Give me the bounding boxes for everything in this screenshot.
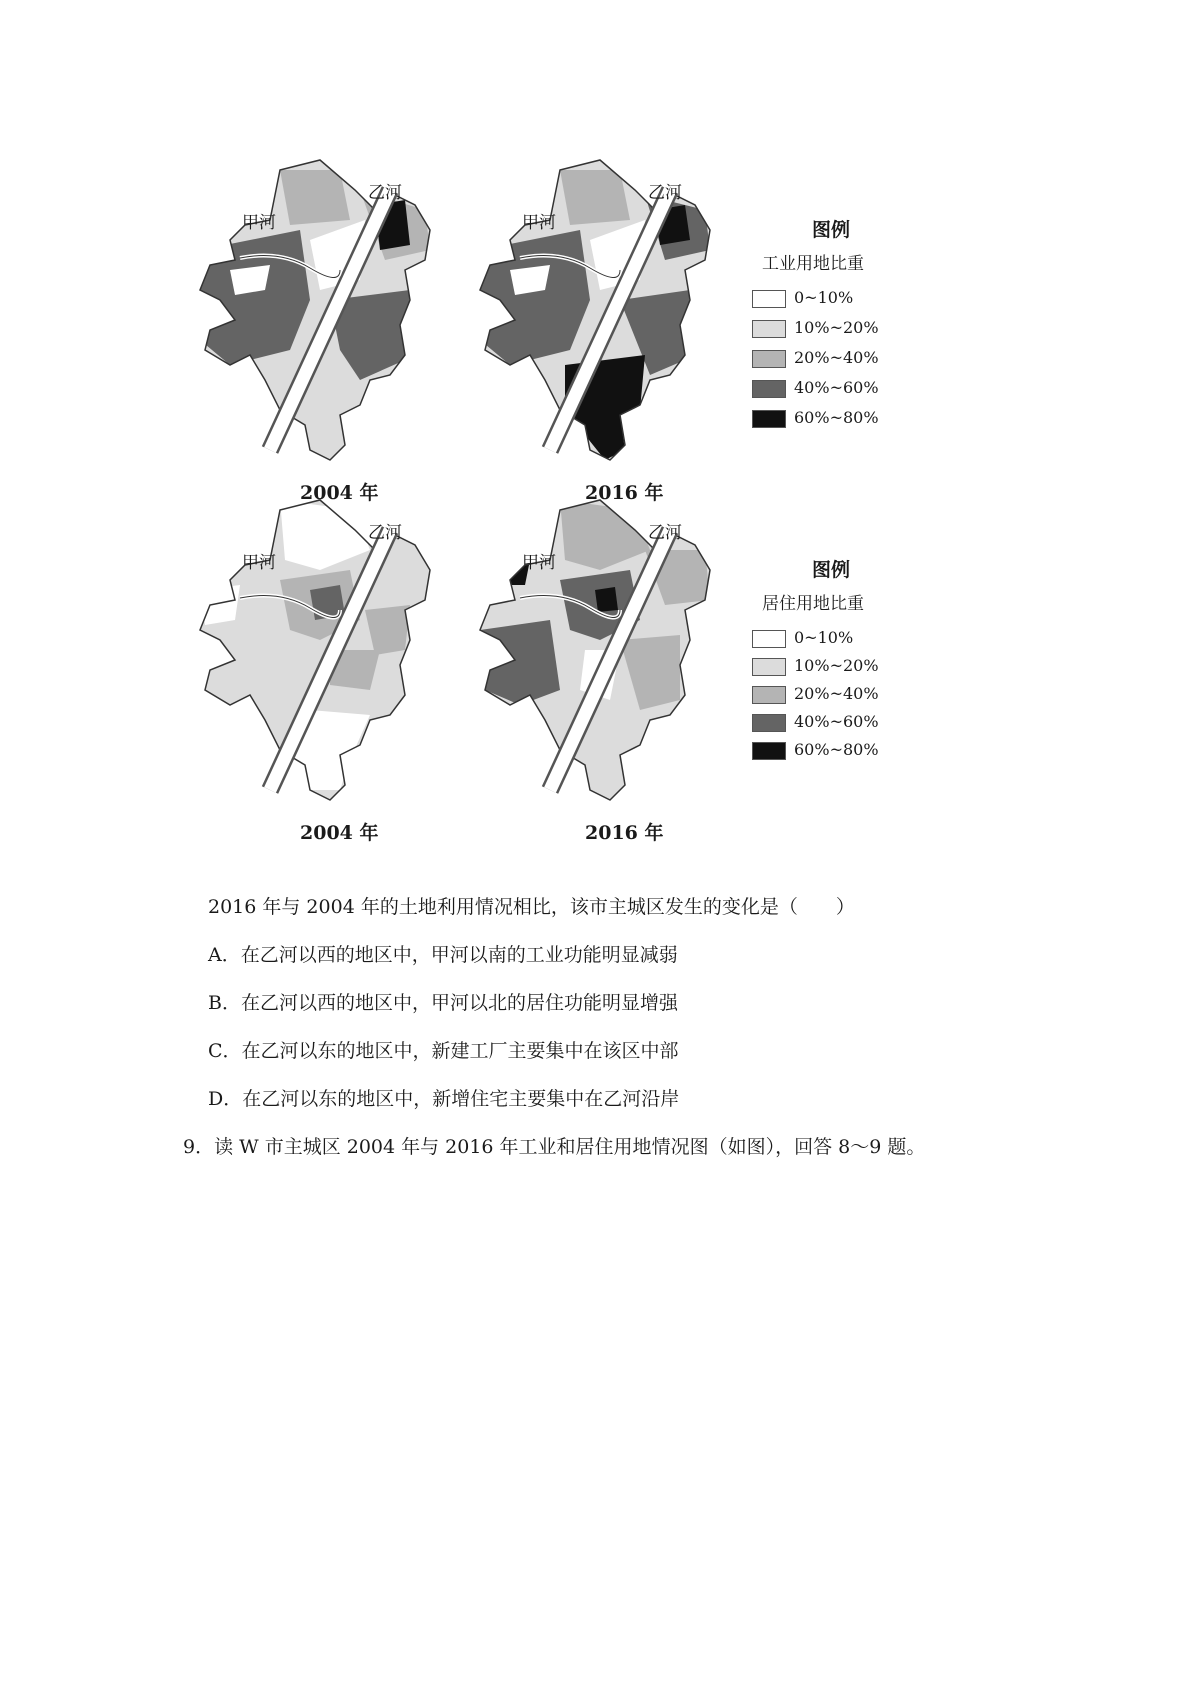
map-industrial-2016-svg [470, 150, 730, 470]
legend-swatch [752, 380, 786, 398]
river-label-jia: 甲河 [242, 213, 276, 233]
map-caption-residential-2004: 2004 年 [300, 822, 379, 844]
legend-label: 0~10% [794, 628, 854, 647]
map-caption-industrial-2004: 2004 年 [300, 482, 379, 504]
legend-swatch [752, 630, 786, 648]
legend-swatch [752, 742, 786, 760]
river-label-yi: 乙河 [648, 183, 682, 203]
map-residential-2004-svg [190, 490, 450, 810]
map-residential-2016-svg [470, 490, 730, 810]
next-question-prompt: 9．读 W 市主城区 2004 年与 2016 年工业和居住用地情况图（如图），回答 8～9 题。 [183, 1136, 926, 1158]
river-label-yi: 乙河 [648, 523, 682, 543]
map-industrial-2016 [470, 150, 730, 470]
legend-swatch [752, 686, 786, 704]
legend-label: 10%~20% [794, 656, 879, 675]
map-caption-industrial-2016: 2016 年 [585, 482, 664, 504]
option-b: B．在乙河以西的地区中，甲河以北的居住功能明显增强 [208, 992, 678, 1014]
map-caption-residential-2016: 2016 年 [585, 822, 664, 844]
legend-subtitle: 居住用地比重 [762, 594, 864, 614]
legend-label: 20%~40% [794, 684, 879, 703]
river-label-jia: 甲河 [242, 553, 276, 573]
map-industrial-2004 [190, 150, 450, 470]
river-label-yi: 乙河 [368, 183, 402, 203]
legend-swatch [752, 714, 786, 732]
legend-label: 10%~20% [794, 318, 879, 337]
legend-swatch [752, 410, 786, 428]
legend-label: 40%~60% [794, 378, 879, 397]
map-industrial-2004-svg [190, 150, 450, 470]
question-stem: 2016 年与 2004 年的土地利用情况相比，该市主城区发生的变化是（ ） [208, 896, 855, 918]
legend-title: 图例 [812, 219, 851, 241]
legend-label: 40%~60% [794, 712, 879, 731]
legend-swatch [752, 658, 786, 676]
legend-subtitle: 工业用地比重 [762, 254, 864, 274]
map-residential-2004 [190, 490, 450, 810]
map-residential-2016 [470, 490, 730, 810]
legend-label: 20%~40% [794, 348, 879, 367]
option-a: A．在乙河以西的地区中，甲河以南的工业功能明显减弱 [208, 944, 678, 966]
legend-swatch [752, 290, 786, 308]
option-d: D．在乙河以东的地区中，新增住宅主要集中在乙河沿岸 [208, 1088, 680, 1110]
legend-title: 图例 [812, 559, 851, 581]
legend-residential [752, 555, 952, 795]
legend-label: 60%~80% [794, 408, 879, 427]
legend-label: 0~10% [794, 288, 854, 307]
legend-industrial [752, 215, 952, 455]
legend-label: 60%~80% [794, 740, 879, 759]
option-c: C．在乙河以东的地区中，新建工厂主要集中在该区中部 [208, 1040, 679, 1062]
legend-swatch [752, 350, 786, 368]
river-label-jia: 甲河 [522, 213, 556, 233]
river-label-jia: 甲河 [522, 553, 556, 573]
river-label-yi: 乙河 [368, 523, 402, 543]
legend-swatch [752, 320, 786, 338]
